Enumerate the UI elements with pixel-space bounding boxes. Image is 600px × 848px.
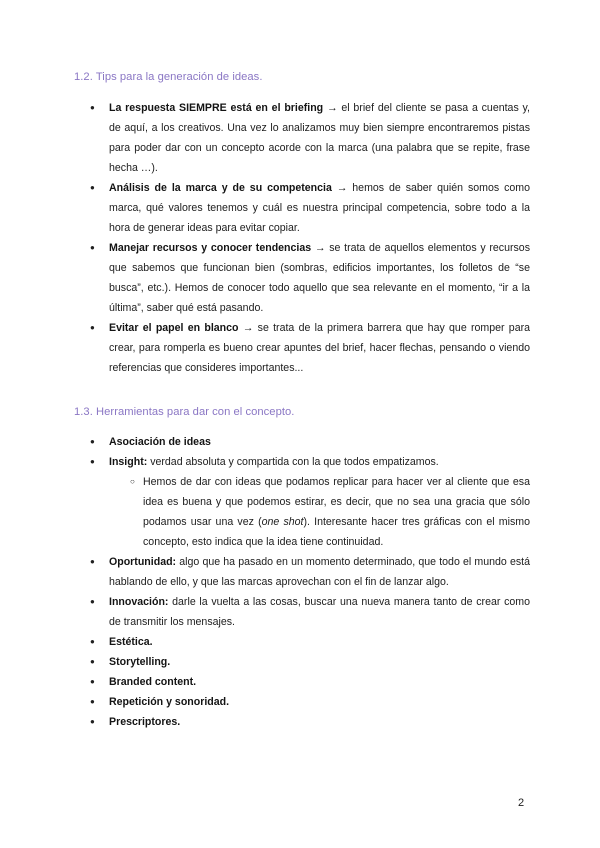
item-bold-text: Innovación: [109,596,169,608]
bullet-icon: ● [90,557,95,566]
item-text: → hemos de saber quién somos como marca, qué valores tenemos y cuál es nuestra principal competencia, sobre todo a la hora de generar ideas para evitar copiar. [109,182,530,234]
tips-list [74,98,530,378]
list-item [74,672,530,692]
bullet-icon: ● [90,597,95,606]
bullet-icon: ● [90,697,95,706]
sub-item-text: Hemos de dar con ideas que podamos replicar para hacer ver al cliente que esa idea es buena y que podemos estirar, es decir, que no sea una gracia que sólo podamos usar una vez ( [143,476,530,528]
item-bold-text: Asociación de ideas [109,436,211,448]
item-bold-text: Oportunidad: [109,556,177,568]
sub-list-item [130,472,530,552]
bullet-icon: ● [90,183,95,192]
list-item [74,318,530,378]
bullet-icon: ● [90,103,95,112]
bullet-icon: ● [90,637,95,646]
bullet-icon: ● [90,717,95,726]
section-heading-1-2: 1.2. Tips para la generación de ideas. [74,71,263,83]
tools-list [74,432,530,732]
item-bold-text: La respuesta SIEMPRE está en el briefing [109,102,324,114]
list-item [74,592,530,632]
item-bold-text: Branded content. [109,676,197,688]
list-item [74,712,530,732]
list-item [74,632,530,652]
list-item [74,432,530,452]
item-text: darle la vuelta a las cosas, buscar una nueva manera tanto de crear como de transmitir los mensajes. [109,596,530,628]
list-item [74,452,530,552]
item-bold-text: Repetición y sonoridad. [109,696,230,708]
item-bold-text: Insight: [109,456,148,468]
section-heading-1-3: 1.3. Herramientas para dar con el concepto. [74,406,295,418]
item-text: → el brief del cliente se pasa a cuentas y, de aquí, a los creativos. Una vez lo analizamos muy bien siempre encontraremos pistas para poder dar con un concepto acorde con la marca (una palabra que se repite, frase hecha …). [109,102,530,174]
item-text: → se trata de la primera barrera que hay que romper para crear, para romperla es bueno crear apuntes del brief, hacer flechas, pensando o viendo referencias que consideres importantes... [109,322,530,374]
bullet-icon: ● [90,457,95,466]
list-item [74,552,530,592]
list-item [74,692,530,712]
bullet-icon: ● [90,323,95,332]
list-item [74,178,530,238]
bullet-icon: ● [90,243,95,252]
item-bold-text: Manejar recursos y conocer tendencias [109,242,312,254]
sub-item-italic: one shot [261,516,304,528]
page-number: 2 [518,797,525,809]
insight-sub-list [130,472,530,552]
list-item [74,98,530,178]
list-item [74,238,530,318]
list-item [74,652,530,672]
item-bold-text: Storytelling. [109,656,171,668]
item-bold-text: Estética. [109,636,153,648]
bullet-icon: ● [90,437,95,446]
item-text: → se trata de aquellos elementos y recursos que sabemos que funcionan bien (sombras, edificios importantes, los folletos de “se busca”, etc.). Hemos de conocer todo aquello que sea relevante en el momento, “ir a la última”, saber qué está pasando. [109,242,530,314]
item-text: algo que ha pasado en un momento determinado, que todo el mundo está hablando de ello, y que las marcas aprovechan con el fin de lanzar algo. [109,556,530,588]
bullet-icon: ● [90,657,95,666]
sub-item-text-after: ). Interesante hacer tres gráficas con el mismo concepto, esto indica que la idea tiene continuidad. [143,516,530,548]
item-bold-text: Prescriptores. [109,716,181,728]
item-bold-text: Análisis de la marca y de su competencia [109,182,332,194]
bullet-icon: ● [90,677,95,686]
item-bold-text: Evitar el papel en blanco [109,322,239,334]
item-text: verdad absoluta y compartida con la que todos empatizamos. [147,456,439,468]
hollow-bullet-icon: ○ [130,477,135,486]
